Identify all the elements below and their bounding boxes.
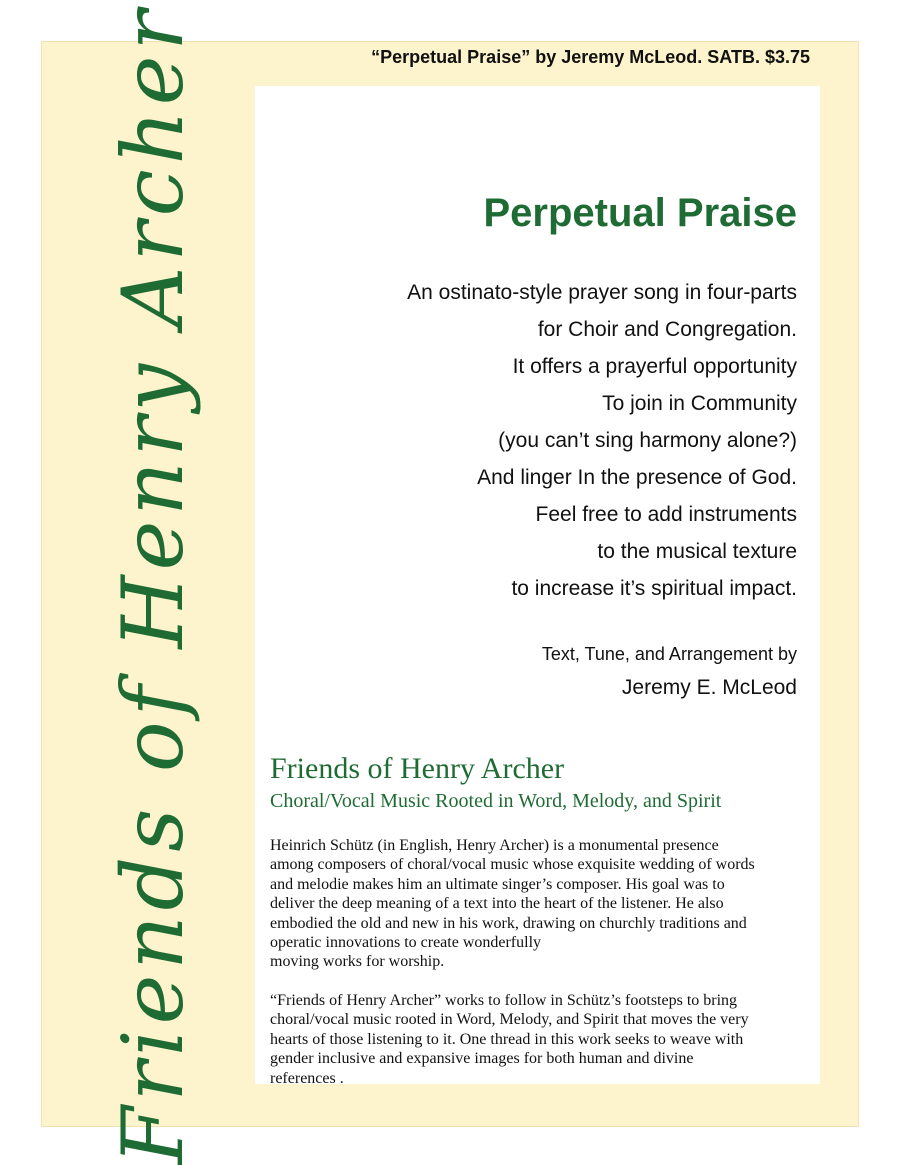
about-paragraph-2	[270, 991, 810, 1088]
price-header: “Perpetual Praise” by Jeremy McLeod. SATB. $3.75	[371, 47, 810, 67]
paragraph-line: hearts of those listening to it. One thread in this work seeks to weave with	[270, 1030, 744, 1048]
paragraph-line: among composers of choral/vocal music whose exquisite wedding of words	[270, 856, 755, 874]
content-panel	[255, 86, 820, 1087]
paragraph-line: “Friends of Henry Archer” works to follow in Schütz’s footsteps to bring	[270, 992, 738, 1009]
description-line: to increase it’s spiritual impact.	[511, 577, 797, 600]
description-block	[277, 274, 797, 607]
paragraph-line: references .	[270, 1069, 344, 1087]
page-title: Perpetual Praise	[483, 191, 797, 235]
paragraph-line: choral/vocal music rooted in Word, Melody, and Spirit that moves the very	[270, 1011, 749, 1029]
author-name: Jeremy E. McLeod	[621, 676, 797, 699]
org-tagline: Choral/Vocal Music Rooted in Word, Melody, and Spirit	[270, 790, 722, 812]
description-line: (you can’t sing harmony alone?)	[498, 429, 797, 452]
paragraph-line: and melodie makes him an ultimate singer’s composer. His goal was to	[270, 875, 725, 893]
paragraph-line: deliver the deep meaning of a text into the heart of the listener. He also	[270, 895, 724, 913]
paragraph-line: embodied the old and new in his work, drawing on churchly traditions and	[270, 914, 747, 932]
paragraph-line: operatic innovations to create wonderfully	[270, 934, 542, 952]
about-paragraph-1	[270, 836, 810, 972]
description-line: An ostinato-style prayer song in four-parts	[407, 281, 797, 304]
description-line: to the musical texture	[597, 540, 797, 563]
description-line: And linger In the presence of God.	[477, 466, 797, 489]
paragraph-line: moving works for worship.	[270, 953, 445, 971]
description-line: Feel free to add instruments	[535, 503, 797, 526]
paragraph-line: Heinrich Schütz (in English, Henry Archer) is a monumental presence	[270, 837, 719, 854]
description-line: for Choir and Congregation.	[537, 318, 797, 341]
description-line: To join in Community	[602, 392, 797, 415]
paragraph-line: gender inclusive and expansive images for both human and divine	[270, 1050, 694, 1068]
org-name: Friends of Henry Archer	[270, 752, 565, 785]
vertical-brand-title: Friends of Henry Archer	[104, 5, 202, 1165]
credit-label: Text, Tune, and Arrangement by	[541, 644, 797, 664]
description-line: It offers a prayerful opportunity	[512, 355, 797, 378]
